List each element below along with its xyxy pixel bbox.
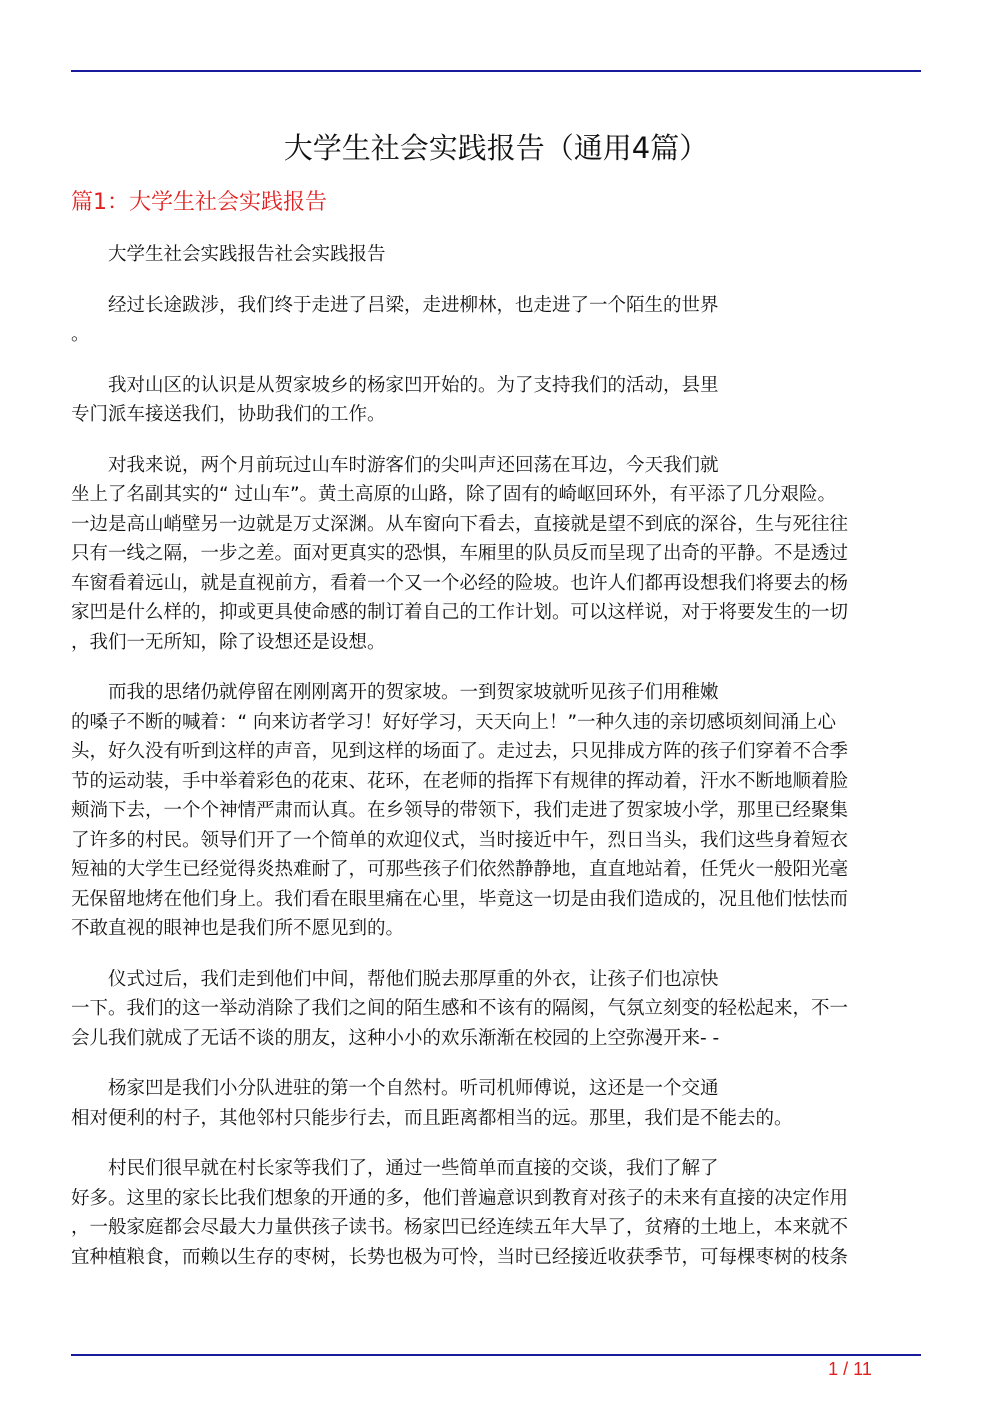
paragraph-line: 经过长途跋涉，我们终于走进了吕梁，走进柳林，也走进了一个陌生的世界	[108, 294, 719, 316]
paragraph-line: 宜种植粮食，而赖以生存的枣树，长势也极为可怜，当时已经接近收获季节，可每棵枣树的枝条	[71, 1246, 849, 1268]
paragraph-line: ，一般家庭都会尽最大力量供孩子读书。杨家凹已经连续五年大旱了，贫瘠的土地上，本来就不	[71, 1217, 849, 1238]
paragraph-line: 家凹是什么样的，抑或更具使命感的制订着自己的工作计划。可以这样说，对于将要发生的一切	[71, 602, 849, 623]
paragraph-line: 杨家凹是我们小分队进驻的第一个自然村。听司机师傅说，这还是一个交通	[108, 1078, 719, 1099]
paragraph-line: 只有一线之隔，一步之差。面对更真实的恐惧，车厢里的队员反而呈现了出奇的平静。不是透过	[71, 543, 849, 564]
paragraph-line: 坐上了名副其实的“ 过山车”。黄土高原的山路，除了固有的崎岖回环外，有平添了几分艰险。	[71, 484, 837, 505]
paragraph-line: 了许多的村民。领导们开了一个简单的欢迎仪式，当时接近中午，烈日当头，我们这些身着短衣	[71, 829, 849, 851]
paragraph-line: 车窗看着远山，就是直视前方，看着一个又一个必经的险坡。也许人们都再设想我们将要去的杨	[71, 572, 849, 594]
paragraph-line: 无保留地烤在他们身上。我们看在眼里痛在心里，毕竟这一切是由我们造成的，况且他们怯怯而	[71, 888, 849, 910]
paragraph-line: 一下。我们的这一举动消除了我们之间的陌生感和不该有的隔阂，气氛立刻变的轻松起来，不一	[71, 998, 849, 1019]
page-number: 1 / 11	[828, 1359, 872, 1379]
paragraph-line: 的嗓子不断的喊着：“ 向来访者学习！好好学习，天天向上！”一种久违的亲切感顷刻间涌上心	[71, 711, 837, 733]
paragraph	[71, 240, 921, 270]
document-title: 大学生社会实践报告（通用4篇）	[283, 131, 709, 165]
paragraph-line: 节的运动装，手中举着彩色的花束、花环，在老师的指挥下有规律的挥动着，汗水不断地顺着脸	[71, 770, 849, 792]
header-rule	[71, 70, 921, 72]
paragraph	[71, 678, 921, 944]
paragraph-line: 会儿我们就成了无话不谈的朋友，这种小小的欢乐渐渐在校园的上空弥漫开来- -	[71, 1027, 720, 1049]
paragraph	[71, 965, 921, 1054]
paragraph-line: 我对山区的认识是从贺家坡乡的杨家凹开始的。为了支持我们的活动，县里	[108, 374, 719, 396]
paragraph-line: 头，好久没有听到这样的声音，见到这样的场面了。走过去，只见排成方阵的孩子们穿着不合季	[71, 741, 849, 762]
paragraph	[71, 371, 921, 430]
paragraph-line: 仪式过后，我们走到他们中间，帮他们脱去那厚重的外衣，让孩子们也凉快	[108, 968, 719, 990]
paragraph-line: 大学生社会实践报告社会实践报告	[108, 244, 386, 265]
paragraph	[71, 1074, 921, 1133]
paragraph-line: 短袖的大学生已经觉得炎热难耐了，可那些孩子们依然静静地，直直地站着，任凭火一般阳光毫	[71, 859, 849, 880]
document-body	[71, 240, 921, 1293]
paragraph-line: 一边是高山峭壁另一边就是万丈深渊。从车窗向下看去，直接就是望不到底的深谷，生与死往往	[71, 513, 849, 535]
paragraph-line: 专门派车接送我们，协助我们的工作。	[71, 404, 386, 425]
section-heading: 篇1：大学生社会实践报告	[71, 190, 327, 215]
paragraph-line: 相对便利的村子，其他邻村只能步行去，而且距离都相当的远。那里，我们是不能去的。	[71, 1107, 793, 1129]
paragraph-line: 颊淌下去，一个个神情严肃而认真。在乡领导的带领下，我们走进了贺家坡小学，那里已经聚集	[71, 800, 849, 821]
footer-rule	[71, 1354, 921, 1356]
paragraph	[71, 451, 921, 658]
paragraph-line: 不敢直视的眼神也是我们所不愿见到的。	[71, 918, 405, 939]
paragraph-line: 好多。这里的家长比我们想象的开通的多，他们普遍意识到教育对孩子的未来有直接的决定作用	[71, 1187, 849, 1209]
paragraph-line: 村民们很早就在村长家等我们了，通过一些简单而直接的交谈，我们了解了	[108, 1158, 719, 1179]
paragraph-line: 对我来说，两个月前玩过山车时游客们的尖叫声还回荡在耳边，今天我们就	[108, 454, 719, 476]
paragraph-line: 而我的思绪仍就停留在刚刚离开的贺家坡。一到贺家坡就听见孩子们用稚嫩	[108, 682, 719, 703]
paragraph-line: ，我们一无所知，除了设想还是设想。	[71, 631, 386, 653]
paragraph	[71, 1154, 921, 1272]
paragraph	[71, 291, 921, 350]
paragraph-line: 。	[71, 324, 90, 345]
